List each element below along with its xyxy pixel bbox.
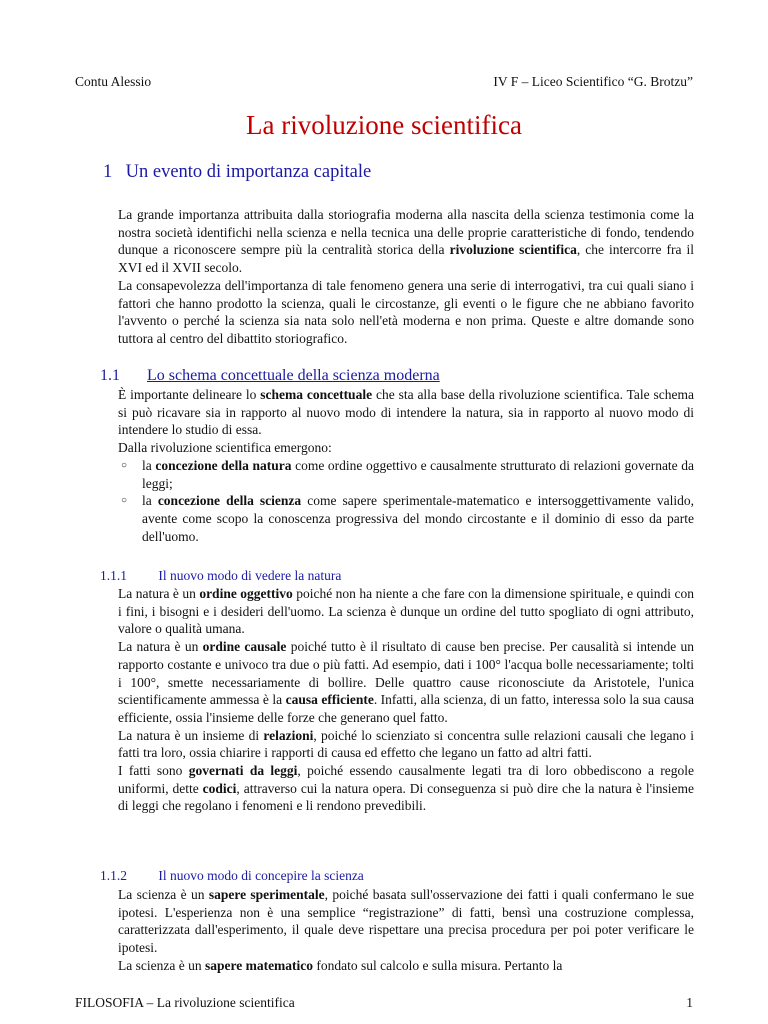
section-1-1-1-heading — [100, 568, 341, 584]
section-1-1-1-title: Il nuovo modo di vedere la natura — [158, 568, 342, 583]
bold-term: ordine oggettivo — [199, 586, 293, 601]
footer-title: FILOSOFIA – La rivoluzione scientifica — [75, 995, 295, 1010]
section-1-heading — [103, 162, 371, 183]
bold-term: relazioni — [263, 727, 314, 743]
section-1-1-heading — [100, 367, 440, 385]
section-1-1-2-title: Il nuovo modo di concepire la scienza — [158, 868, 364, 883]
paragraph: La scienza è un sapere sperimentale, poiché basata sull'osservazione dei fatti i quali confermano le sue ipotesi. L'esperienza non è una semplice “registrazione” di fatti, bensì una costruzione complessa, caratterizzata dall'esperimento, il quale deve rispettare una precisa procedura per poi poter verificare le ipotesi. — [118, 887, 695, 956]
bold-term: schema concettuale — [260, 387, 373, 402]
bullet-circle-icon: ○ — [121, 495, 128, 507]
section-1-body — [118, 206, 694, 348]
bold-term: concezione della natura — [155, 457, 292, 473]
bold-term: governati da leggi — [188, 763, 298, 779]
paragraph: La natura è un ordine oggettivo poiché non ha niente a che fare con la dimensione spirituale, e quindi con i fini, i bisogni e i desideri dell'uomo. La scienza è dunque un ordine del tutto spogliato di ogni attributo, valore o qualità umana. — [118, 586, 694, 637]
section-1-1-2-heading — [100, 868, 364, 884]
paragraph: La natura è un insieme di relazioni, poiché lo scienziato si concentra sulle relazioni causali che legano i fatti tra loro, ossia chiarire i rapporti di causa ed effetto che legano un fatto ad altri fatti. — [118, 727, 694, 761]
bold-term: codici — [202, 780, 237, 796]
section-1-1-2-body — [118, 886, 694, 975]
header-author: Contu Alessio — [75, 74, 152, 89]
section-1-number: 1 — [103, 162, 113, 182]
page-number: 1 — [686, 995, 693, 1010]
page-header — [75, 74, 693, 92]
paragraph: I fatti sono governati da leggi, poiché essendo causalmente legati tra di loro obbediscono a regole uniformi, dette codici, attraverso cui la natura opera. Di conseguenza si può dire che la natura è l'insieme di leggi che regolano i fenomeni e li rendono prevedibili. — [118, 763, 695, 814]
paragraph: È importante delineare lo schema concettuale che sta alla base della rivoluzione scientifica. Tale schema si può ricavare sia in rapporto al nuovo modo di intendere la natura, sia in rapporto al nuovo modo di intendere lo studio di essa. — [118, 387, 695, 438]
list-item: ○ la concezione della natura come ordine oggettivo e causalmente strutturato di relazioni governate da leggi; — [121, 457, 695, 491]
bullet-list — [118, 457, 694, 546]
paragraph: Dalla rivoluzione scientifica emergono: — [118, 440, 332, 456]
section-1-1-1-number: 1.1.1 — [100, 568, 127, 583]
bold-term: causa efficiente — [285, 692, 374, 708]
section-1-1-number: 1.1 — [100, 367, 120, 384]
paragraph: La scienza è un sapere matematico fondato sul calcolo e sulla misura. Pertanto la — [118, 957, 563, 973]
paragraph: La grande importanza attribuita dalla storiografia moderna alla nascita della scienza testimonia come la nostra società identifichi nella scienza e nella tecnica una delle proprie caratteristiche di fondo, tendendo dunque a riconoscere sempre più la centralità storica della rivoluzione scientifica, che intercorre fra il XVI ed il XVII secolo. — [118, 207, 694, 276]
bold-term: concezione della scienza — [157, 493, 302, 509]
bullet-circle-icon: ○ — [121, 459, 128, 471]
section-1-1-title: Lo schema concettuale della scienza moderna — [147, 367, 440, 384]
paragraph: La consapevolezza dell'importanza di tale fenomeno genera una serie di interrogativi, tra cui quali siano i fattori che hanno prodotto la scienza, quali le circostanze, gli eventi o le figure che ne abbiano favorito l'avvento o perché la scienza sia nata solo nell'età moderna e non prima. Queste e altre domande sono tuttora al centro del dibattito storiografico. — [118, 277, 694, 346]
list-item: ○ la concezione della scienza come sapere sperimentale-matematico e intersoggettivamente valido, avente come scopo la conoscenza progressiva del mondo circostante e il dominio di esso da parte dell'uomo. — [121, 493, 694, 544]
bold-term: sapere matematico — [204, 957, 314, 973]
bold-term: sapere sperimentale — [208, 887, 325, 902]
section-1-1-body — [118, 386, 694, 545]
section-1-1-1-body — [118, 585, 694, 815]
paragraph: La natura è un ordine causale poiché tutto è il risultato di cause ben precise. Per causalità si intende un rapporto costante e univoco tra due o più fatti. Ad esempio, dati i 100° l'acqua bolle necessariamente; tolti i 100°, smette necessariamente di bollire. Delle quattro cause riconosciute da Aristotele, l'unica scientificamente ammessa è la causa efficiente. Infatti, alla scienza, di un fatto, interessa solo la sua causa efficiente, ossia l'insieme delle forze che generano quel fatto. — [118, 639, 694, 725]
header-school: IV F – Liceo Scientifico “G. Brotzu” — [493, 74, 693, 89]
section-1-1-2-number: 1.1.2 — [100, 868, 127, 883]
bold-term: ordine causale — [202, 639, 287, 655]
bold-term: rivoluzione scientifica — [449, 242, 577, 258]
section-1-title: Un evento di importanza capitale — [125, 162, 372, 182]
document-title: La rivoluzione scientifica — [246, 110, 522, 140]
